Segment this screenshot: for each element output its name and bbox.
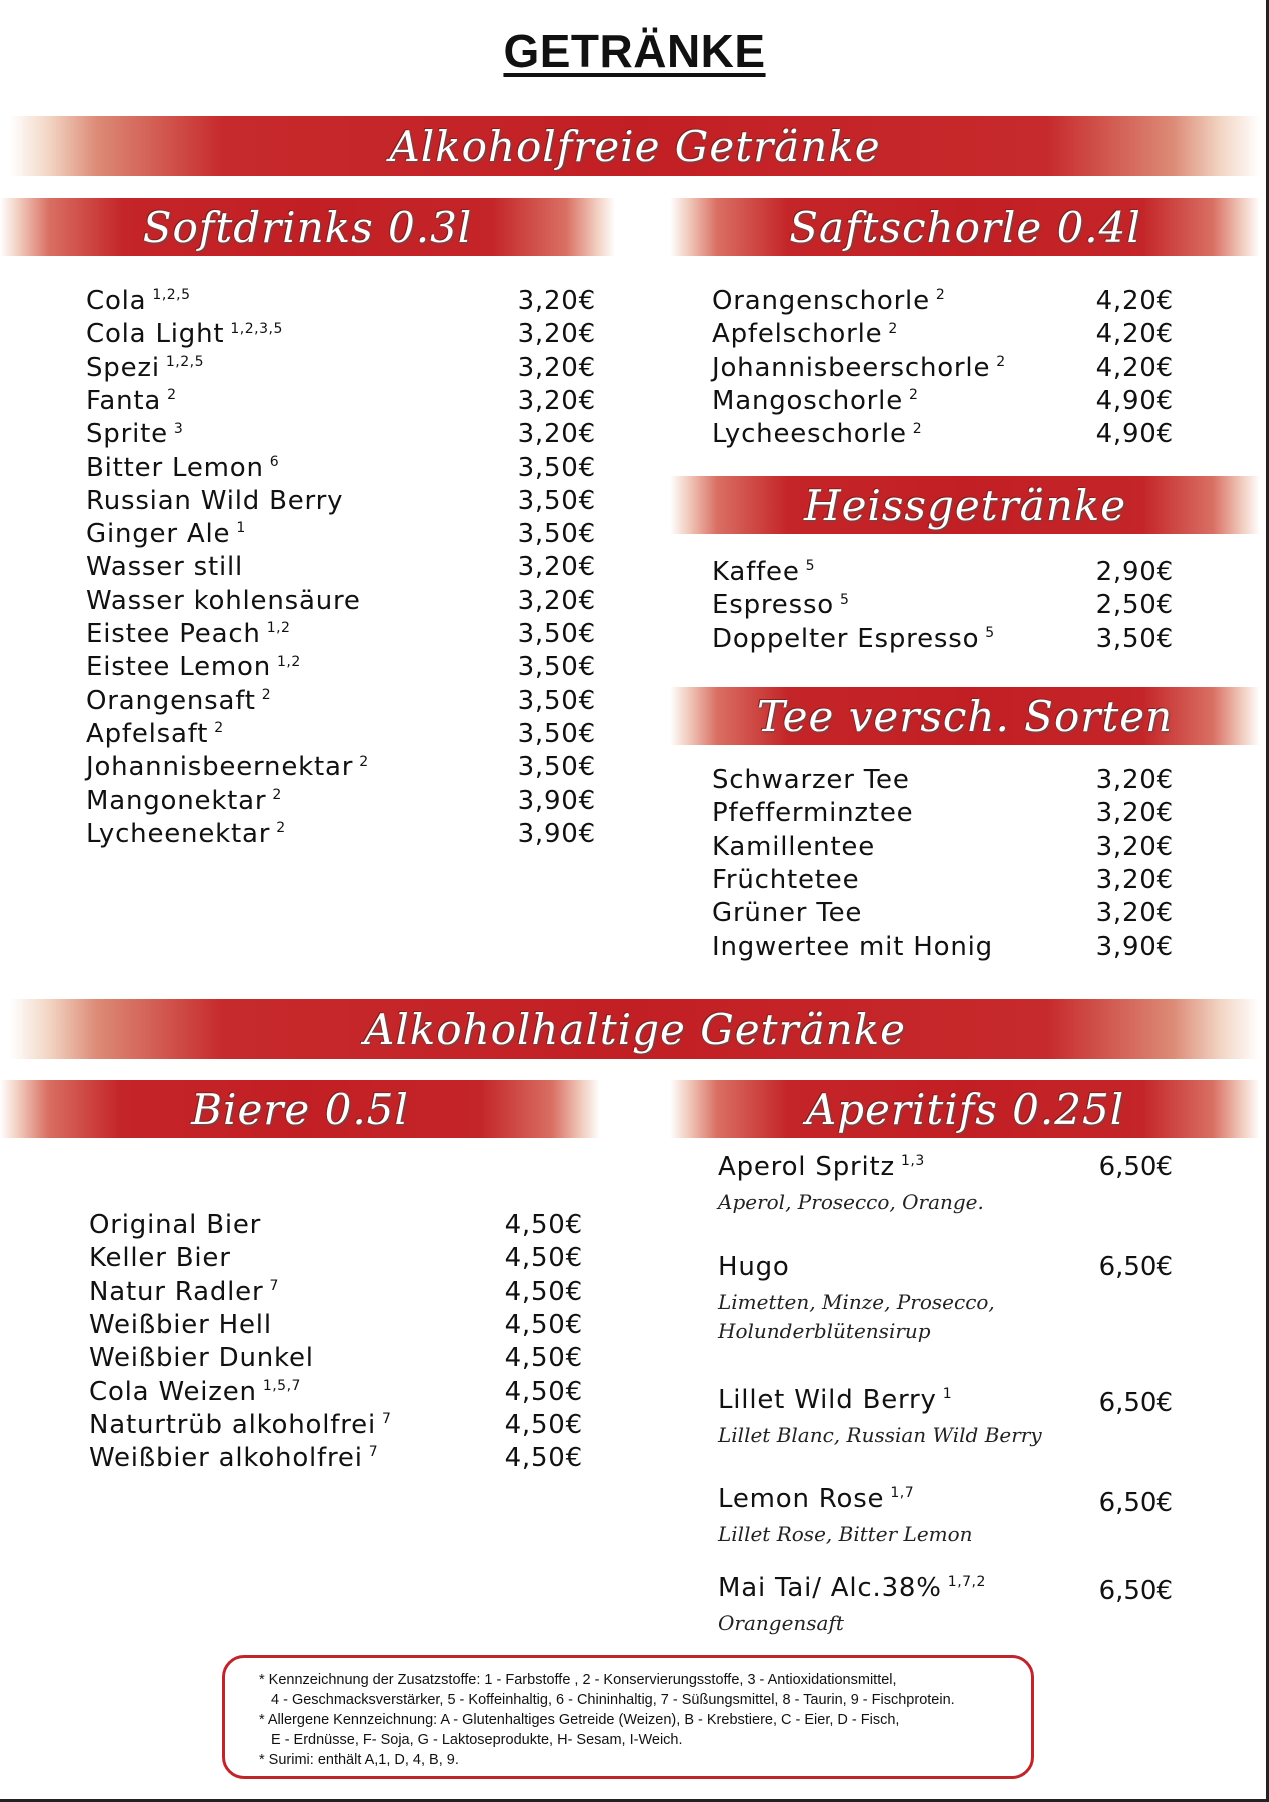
item-name-text: Ingwertee mit Honig [712,931,993,962]
additive-codes: 1,2 [266,620,291,637]
category-banner-biere [0,1080,600,1138]
item-price: 4,50€ [504,1409,583,1440]
item-name [712,798,913,828]
menu-item [712,286,1174,318]
item-name [86,819,286,849]
item-description: Aperol, Prosecco, Orange. [718,1190,984,1214]
item-name-text: Original Bier [89,1210,262,1240]
item-price: 3,20€ [517,585,596,616]
item-name-text: Orangenschorle [712,286,930,316]
additive-codes: 2 [909,387,919,404]
item-name-text: Kaffee [712,557,800,587]
additive-codes: 2 [272,786,282,803]
item-name [89,1243,231,1273]
item-price: 3,20€ [517,352,596,383]
menu-item [86,486,596,518]
item-price: 6,50€ [1098,1388,1173,1418]
menu-item [89,1410,583,1442]
item-name-text: Cola Weizen [89,1376,257,1407]
item-name-text: Weißbier alkoholfrei [89,1443,363,1474]
item-price: 3,20€ [517,385,596,416]
item-price: 4,50€ [504,1443,583,1474]
item-description: Holunderblütensirup [718,1319,931,1343]
additive-codes: 1 [942,1386,953,1403]
item-price: 3,90€ [517,785,596,816]
page-title: GETRÄNKE [503,25,766,77]
item-name [86,319,283,349]
item-name [86,453,279,483]
item-price: 4,20€ [1095,352,1174,383]
additive-codes: 5 [840,591,850,608]
item-name [86,419,183,449]
additive-codes: 1,3 [900,1153,925,1170]
menu-item [86,319,596,351]
menu-item [86,552,596,584]
additive-codes: 1,5,7 [262,1377,301,1394]
category-title: Biere 0.5l [191,1084,409,1134]
additive-codes: 2 [996,353,1006,370]
additive-codes: 2 [912,420,923,437]
menu-item [86,619,596,651]
aperitif-item [718,1385,1042,1450]
item-name-text: Früchtetee [712,864,860,895]
item-description: Orangensaft [718,1611,844,1635]
category-banner-heiss [670,476,1260,534]
item-name-text: Lycheenektar [86,818,271,849]
item-name: Lemon Rose [718,1484,885,1514]
item-name [86,786,282,816]
additive-codes: 2 [888,320,898,337]
item-name [86,752,369,782]
item-name-text: Espresso [712,590,834,621]
item-name [86,353,204,383]
item-name: Mai Tai/ Alc.38% [718,1573,942,1603]
item-name [712,557,815,587]
additive-codes: 1,2,3,5 [230,320,283,337]
menu-item [712,624,1174,656]
item-name [712,353,1006,383]
aperitif-item [718,1573,986,1638]
aperitif-item [718,1484,973,1549]
item-name-text: Mangoschorle [712,385,903,416]
item-name-text: Johannisbeerschorle [712,352,991,383]
item-price: 3,20€ [517,552,596,583]
aperitif-item [718,1152,984,1217]
item-price: 3,50€ [517,718,596,749]
item-description: Lillet Rose, Bitter Lemon [718,1522,973,1546]
item-price: 3,90€ [1095,931,1174,962]
item-price: 4,50€ [504,1343,583,1374]
item-price: 6,50€ [1098,1488,1173,1518]
additive-codes: 1,7,2 [947,1574,986,1591]
menu-item [712,353,1174,385]
item-price: 4,50€ [504,1243,583,1274]
item-name-text: Wasser kohlensäure [86,585,361,616]
item-name-text: Lycheeschorle [712,419,907,450]
item-name-text: Apfelsaft [86,718,209,749]
item-name [712,898,862,928]
item-price: 3,20€ [517,419,596,450]
category-title: Heissgetränke [803,480,1127,530]
item-name [712,419,922,449]
item-name [712,865,859,895]
item-price: 4,20€ [1095,319,1174,350]
menu-item [86,419,596,451]
additive-codes: 1,2 [277,653,301,670]
item-name-text: Pfefferminztee [712,798,914,829]
menu-item [86,786,596,818]
additive-codes: 7 [269,1277,279,1294]
item-price: 6,50€ [1098,1252,1173,1282]
item-name [712,765,910,795]
additive-codes: 3 [173,420,184,437]
item-price: 4,50€ [504,1276,583,1307]
item-price: 2,90€ [1095,557,1174,587]
category-title: Saftschorle 0.4l [789,202,1141,252]
item-price: 3,20€ [517,286,596,316]
menu-item [86,519,596,551]
item-name [86,619,290,649]
menu-item [86,286,596,318]
item-price: 4,50€ [504,1210,583,1240]
item-name-text: Russian Wild Berry [86,485,344,516]
item-name-text: Cola [86,286,147,316]
menu-item [712,590,1174,622]
item-price: 3,50€ [517,752,596,783]
menu-item [712,898,1174,930]
additive-codes: 2 [214,720,224,737]
menu-item [86,819,596,851]
item-name [86,586,361,616]
item-price: 4,50€ [504,1376,583,1407]
item-price: 6,50€ [1098,1576,1173,1606]
item-name [89,1443,378,1473]
item-name-text: Orangensaft [86,685,256,716]
item-name-text: Schwarzer Tee [712,765,910,795]
item-name-text: Eistee Peach [86,619,261,649]
menu-item [86,353,596,385]
menu-item [86,719,596,751]
item-name [89,1210,261,1240]
item-name: Aperol Spritz [718,1152,895,1182]
item-name [89,1343,314,1373]
additive-codes: 7 [368,1444,379,1461]
item-name [86,686,271,716]
menu-item [86,386,596,418]
additive-codes: 6 [269,453,280,470]
item-name-text: Cola Light [86,319,225,350]
item-price: 3,50€ [517,619,596,649]
menu-item [86,752,596,784]
item-name-text: Weißbier Dunkel [89,1343,314,1374]
item-description: Limetten, Minze, Prosecco, [718,1290,995,1314]
footnote-box [222,1655,1034,1779]
category-title: Tee versch. Sorten [756,691,1174,741]
item-price: 3,50€ [517,519,596,550]
item-name [89,1277,279,1307]
footnote-line: * Surimi: enthält A,1, D, 4, B, 9. [259,1752,459,1768]
menu-item [712,832,1174,864]
menu-item [89,1310,583,1342]
additive-codes: 1,7 [890,1485,915,1502]
item-name-text: Doppelter Espresso [712,623,980,654]
item-name [89,1377,301,1407]
item-price: 4,90€ [1095,385,1174,416]
item-name [712,624,995,654]
item-name [86,652,301,682]
item-name-text: Keller Bier [89,1243,231,1274]
additive-codes: 1,2,5 [152,287,191,304]
item-name [89,1410,391,1440]
menu-item [89,1210,583,1242]
item-name-text: Ginger Ale [86,519,231,550]
item-name-text: Natur Radler [89,1276,264,1307]
menu-item [89,1243,583,1275]
menu-item [712,765,1174,797]
item-name-text: Eistee Lemon [86,652,271,683]
menu-item [712,319,1174,351]
footnote-line: E - Erdnüsse, F- Soja, G - Laktoseprodukte, H- Sesam, I-Weich. [271,1732,683,1748]
additive-codes: 2 [167,387,177,404]
item-name-text: Bitter Lemon [86,452,264,483]
item-price: 3,50€ [517,452,596,483]
footnote-line: 4 - Geschmacksverstärker, 5 - Koffeinhaltig, 6 - Chininhaltig, 7 - Süßungsmittel, 8 - Taurin, 9 - Fischprotein. [271,1692,955,1708]
item-name [86,552,243,582]
item-name [86,519,246,549]
section-title: Alkoholfreie Getränke [389,121,881,171]
menu-item [712,865,1174,897]
item-price: 3,90€ [517,818,596,849]
additive-codes: 2 [935,287,946,304]
item-price: 3,20€ [1095,765,1174,795]
category-banner-softdrinks [0,198,615,256]
item-name: Hugo [718,1252,790,1282]
additive-codes: 7 [381,1411,392,1428]
item-description: Lillet Blanc, Russian Wild Berry [718,1423,1042,1447]
item-name [86,719,224,749]
menu-item [712,932,1174,964]
additive-codes: 2 [261,686,272,703]
item-name: Lillet Wild Berry [718,1385,937,1415]
additive-codes: 5 [985,624,995,641]
menu-item [89,1443,583,1475]
footnote-line: * Kennzeichnung der Zusatzstoffe: 1 - Farbstoffe , 2 - Konservierungsstoffe, 3 - Antioxidationsmittel, [259,1672,897,1688]
item-name [712,286,945,316]
item-price: 4,50€ [504,1309,583,1340]
menu-item [712,798,1174,830]
menu-item [712,557,1174,589]
menu-item [712,419,1174,451]
item-name-text: Weißbier Hell [89,1309,272,1340]
item-price: 6,50€ [1098,1152,1173,1182]
item-name-text: Grüner Tee [712,898,863,929]
item-price: 3,20€ [1095,864,1174,895]
item-name [86,386,177,416]
menu-item [86,453,596,485]
item-price: 3,50€ [517,685,596,716]
item-name [86,486,343,516]
additive-codes: 2 [276,820,286,837]
item-price: 3,20€ [517,319,596,350]
item-name-text: Fanta [86,385,162,416]
item-price: 2,50€ [1095,590,1174,621]
menu-item [86,586,596,618]
section-title: Alkoholhaltige Getränke [364,1004,906,1054]
item-name [89,1310,272,1340]
item-price: 3,50€ [1095,623,1174,654]
menu-item [89,1377,583,1409]
item-name-text: Wasser still [86,552,244,583]
menu-item [89,1277,583,1309]
item-price: 3,20€ [1095,798,1174,829]
item-price: 3,50€ [517,485,596,516]
section-banner-alkoholfrei [10,116,1260,176]
menu-item [86,652,596,684]
item-name [712,319,898,349]
category-banner-tee [670,687,1260,745]
item-price: 4,20€ [1095,286,1174,316]
item-name-text: Johannisbeernektar [86,752,354,783]
additive-codes: 1,2,5 [165,353,204,370]
item-name [86,286,191,316]
section-banner-alkoholhaltig [10,999,1260,1059]
category-title: Softdrinks 0.3l [142,202,473,252]
item-name-text: Sprite [86,419,168,450]
item-price: 3,20€ [1095,831,1174,862]
item-price: 4,90€ [1095,419,1174,450]
aperitif-item [718,1252,995,1346]
category-banner-aperitifs [670,1080,1260,1138]
additive-codes: 5 [805,558,816,575]
footnote-line: * Allergene Kennzeichnung: A - Glutenhaltiges Getreide (Weizen), B - Krebstiere, C - Eier, D - Fisch, [259,1712,900,1728]
item-name [712,932,993,962]
item-name [712,386,918,416]
item-name [712,832,875,862]
menu-item [712,386,1174,418]
item-price: 3,50€ [517,652,596,683]
item-name-text: Kamillentee [712,831,875,862]
additive-codes: 2 [359,753,369,770]
item-name-text: Spezi [86,352,160,383]
additive-codes: 1 [236,520,246,537]
item-name-text: Apfelschorle [712,319,883,350]
item-name [712,590,849,620]
menu-item [89,1343,583,1375]
category-title: Aperitifs 0.25l [805,1084,1125,1134]
item-name-text: Naturtrüb alkoholfrei [89,1409,376,1440]
category-banner-saftschorle [670,198,1260,256]
item-name-text: Mangonektar [86,785,267,816]
menu-item [86,686,596,718]
item-price: 3,20€ [1095,898,1174,929]
